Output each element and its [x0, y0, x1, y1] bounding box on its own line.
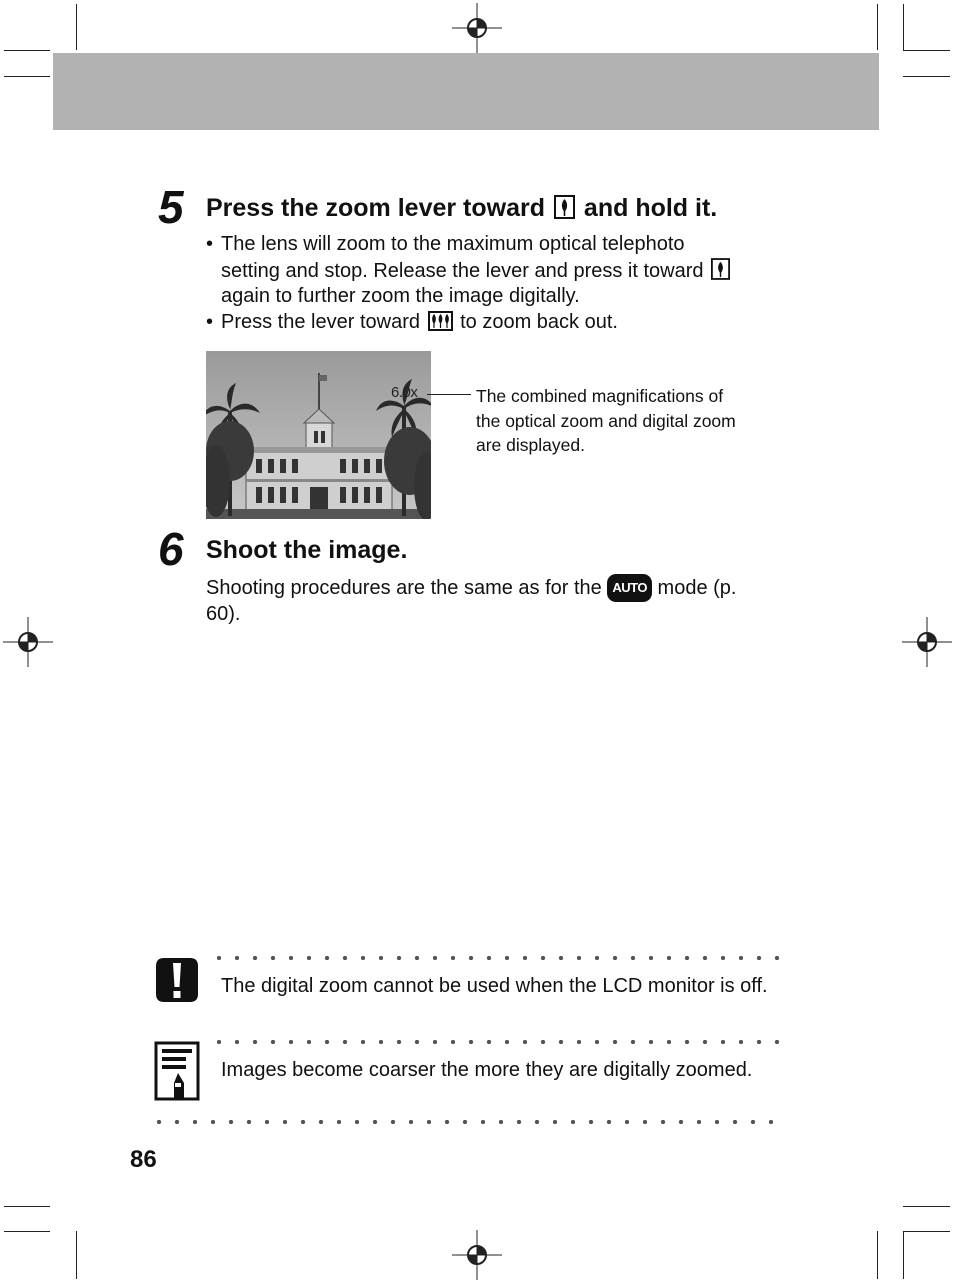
header-band — [53, 53, 879, 130]
dotted-divider — [150, 1119, 786, 1125]
crop-mark — [903, 4, 904, 50]
crop-mark — [4, 76, 50, 77]
step-6-title: Shoot the image. — [206, 536, 408, 564]
crop-mark — [76, 1231, 77, 1279]
telephoto-icon — [711, 258, 730, 280]
bullet-line: The lens will zoom to the maximum optical telephoto — [221, 233, 685, 255]
bullet-text-end: to zoom back out. — [460, 310, 618, 333]
bullet-item — [206, 310, 796, 336]
bullet-item — [206, 232, 796, 310]
callout-leader-line — [427, 394, 471, 395]
registration-mark-bottom — [452, 1230, 502, 1280]
registration-mark-left — [3, 617, 53, 667]
step-number-5: 5 — [158, 181, 184, 233]
figure-callout: The combined magnifications of the optical zoom and digital zoom are displayed. — [476, 386, 736, 455]
caution-note: The digital zoom cannot be used when the LCD monitor is off. — [221, 975, 768, 997]
crop-mark — [877, 1231, 878, 1279]
step-6-body — [206, 574, 766, 627]
crop-mark — [903, 1231, 950, 1232]
step-5-title-text-end: and hold it. — [583, 194, 718, 222]
telephoto-icon — [554, 195, 575, 219]
crop-mark — [903, 1206, 950, 1207]
memo-icon — [154, 1041, 200, 1101]
crop-mark — [4, 1231, 50, 1232]
registration-mark-top — [452, 3, 502, 53]
step-5-title — [206, 193, 717, 223]
crop-mark — [903, 76, 950, 77]
crop-mark — [4, 50, 50, 51]
crop-mark — [903, 1231, 904, 1279]
memo-note: Images become coarser the more they are digitally zoomed. — [221, 1059, 753, 1081]
bullet-text: Press the lever toward — [221, 310, 420, 333]
step-5-title-text: Press the zoom lever toward — [206, 194, 546, 222]
bullet-line: again to further zoom the image digitally. — [221, 285, 580, 307]
step-5-bullets — [206, 232, 796, 335]
registration-mark-right — [902, 617, 952, 667]
photo-illustration — [206, 351, 431, 519]
digital-zoom-readout: 6.0x — [391, 384, 418, 401]
bullet-line: setting and stop. Release the lever and press it toward — [221, 259, 704, 282]
step-6-body-text-end: mode (p. 60). — [206, 577, 737, 625]
crop-mark — [903, 50, 950, 51]
step-number-6: 6 — [158, 523, 184, 575]
caution-icon — [154, 956, 200, 1004]
wide-angle-icon — [428, 311, 453, 331]
crop-mark — [4, 1206, 50, 1207]
zoomed-building-photo — [206, 351, 431, 519]
crop-mark — [877, 4, 878, 50]
dotted-divider — [210, 1039, 786, 1045]
auto-mode-icon: AUTO — [607, 574, 652, 602]
step-6-body-text: Shooting procedures are the same as for the — [206, 577, 602, 599]
page-number: 86 — [130, 1146, 157, 1173]
dotted-divider — [210, 955, 786, 961]
crop-mark — [76, 4, 77, 50]
